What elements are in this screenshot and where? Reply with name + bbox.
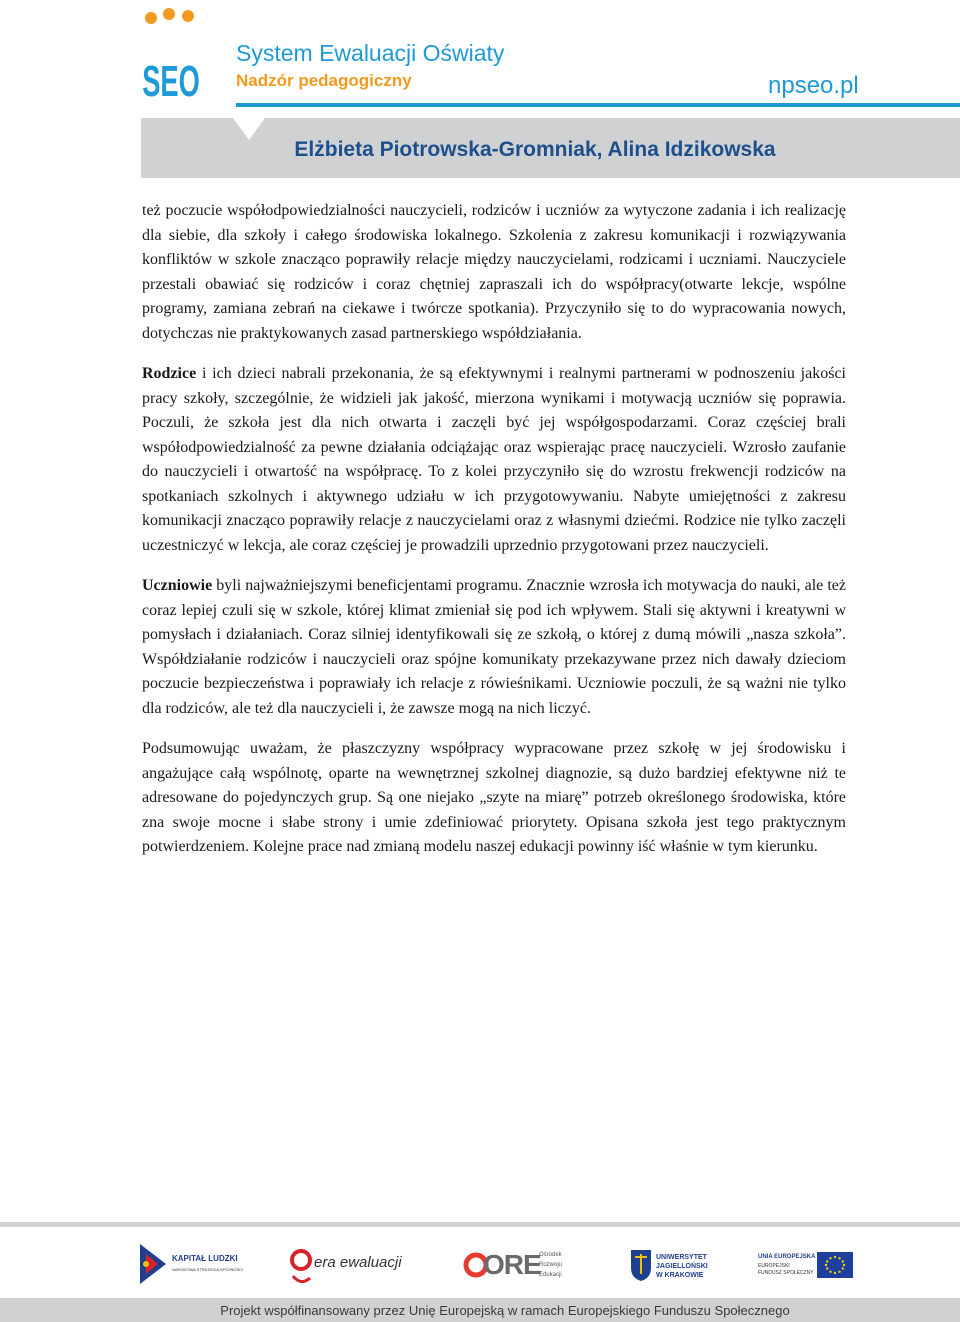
header-notch [233,118,265,140]
paragraph-text-parents: i ich dzieci nabrali przekonania, że są efektywnymi i realnymi partnerami w podnoszeniu jakości pracy szkoły, szczególnie, że widzieli jak jakość, mierzona wynikami i motywacją uczniów się poprawia. Poczuli, że szkoła jest dla nich otwarta i zaczęli być jej współgospodarzami. Coraz częściej brali współodpowiedzialność za pewne działania odciążając oraz wspierając pracę nauczycieli. Wzrosło zaufanie do nauczycieli i otwartość na współpracę. To z kolei przyczyniło się do wzrostu frekwencji rodziców na spotkaniach szkolnych i aktywnego udziału w ich przygotowywaniu. Nabyte umiejętności z zakresu komunikacji znacząco poprawiły relacje z nauczycielami oraz z własnymi dziećmi. Rodzice nie tylko zaczęli uczestniczyć w lekcja, ale coraz częściej je prowadzili uprzednio przygotowani przez nauczycieli. [142,365,846,554]
uj-line2: JAGIELLOŃSKI [656,1263,708,1270]
ore-line2: Rozwoju [539,1262,563,1268]
paragraph-lead-students: Uczniowie [142,577,213,594]
ue-efs-logo [758,1240,858,1288]
ore-line1: Ośrodek [539,1252,562,1258]
ore-line3: Edukacji [539,1272,562,1278]
brand-subtitle: Nadzór pedagogiczny [236,71,412,90]
kapital-ludzki-logo [140,1240,260,1288]
paragraph-summary: Podsumowując uważam, że płaszczyzny współpracy wypracowane przez szkołę w jej środowisku i angażujące całą wspólnotę, oparte na wewnętrznej szkolnej diagnozie, są dużo bardziej efektywne niż te adresowane do pojedynczych grup. Są one niejako „szyte na miarę” potrzeb określonego środowiska, które zna swoje mocne i słabe strony i umie zdefiniować priorytety. Opisana szkoła jest tego praktycznym potwierdzeniem. Kolejne prace nad zmianą modelu naszej edukacji powinny iść właśnie w tym kierunku. [142,740,846,855]
seo-logo [141,4,221,104]
paragraph-parents [142,362,846,558]
era-ewaluacji-text: era ewaluacji [314,1254,402,1271]
paragraph-text-students: byli najważniejszymi beneficjentami programu. Znacznie wzrosła ich motywacja do nauki, ale też coraz lepiej czuli się w szkole, której klimat zmieniał się pod ich wpływem. Stali się aktywni i kreatywni w pomysłach i działaniach. Coraz silniej identyfikowali się ze szkołą, o której z dumą mówili „nasza szkoła”. Współdziałanie rodziców i nauczycieli oraz spójne komunikaty przekazywane przez nich dawały dzieciom poczucie bezpieczeństwa i poprawiały ich relacje z rówieśnikami. Uczniowie poczuli, że są ważni nie tylko dla rodziców, ale też dla nauczycieli i, że zawsze mogą na nich liczyć. [142,577,846,717]
era-ewaluacji-logo [290,1240,410,1288]
authors-heading: Elżbieta Piotrowska-Gromniak, Alina Idzikowska [294,138,776,161]
kapital-ludzki-icon [140,1244,166,1284]
footer-rule [0,1222,960,1227]
era-ewaluacji-icon [290,1246,312,1286]
ue-line1: UNIA EUROPEJSKA [758,1254,816,1260]
uj-line1: UNIWERSYTET [656,1254,707,1261]
site-url[interactable]: npseo.pl [768,72,859,99]
kapital-ludzki-title: KAPITAŁ LUDZKI [172,1254,238,1263]
article-body [142,199,846,876]
brand-title: System Ewaluacji Oświaty [236,40,505,66]
paragraph-continuation: też poczucie współodpowiedzialności nauczycieli, rodziców i uczniów za wytyczone zadania i ich realizację dla siebie, dla szkoły i całego środowiska lokalnego. Szkolenia z zakresu komunikacji i rozwiązywania konfliktów w szkole znacząco poprawiły relacje między nauczycielami, rodzicami i uczniami. Nauczyciele przestali obawiać się rodziców i coraz chętniej zapraszali ich do współpracy(otwarte lekcje, wspólne programy, zamiana zebrań na ciekawe i twórcze spotkania). Przyczyniło się to do wypracowania nowych, dotychczas nie praktykowanych zasad partnerskiego współdziałania. [142,202,846,342]
eu-flag-icon [817,1252,853,1278]
kapital-ludzki-subtitle: NARODOWA STRATEGIA SPÓJNOŚCI [172,1267,244,1272]
svg-text:SEO: SEO [142,56,200,104]
uj-line3: W KRAKOWIE [656,1272,704,1279]
paragraph-lead-parents: Rodzice [142,365,197,382]
ue-line3: FUNDUSZ SPOŁECZNY [758,1270,814,1276]
funding-note: Projekt współfinansowany przez Unię Europejską w ramach Europejskiego Funduszu Społecznego [220,1303,790,1318]
uj-logo [630,1240,740,1288]
uj-crest-icon [630,1248,652,1282]
brand-rule [236,103,960,107]
paragraph-students [142,574,846,721]
ore-mark: ORE [483,1249,541,1280]
ue-line2: EUROPEJSKI [758,1263,790,1269]
ore-logo [463,1240,573,1288]
